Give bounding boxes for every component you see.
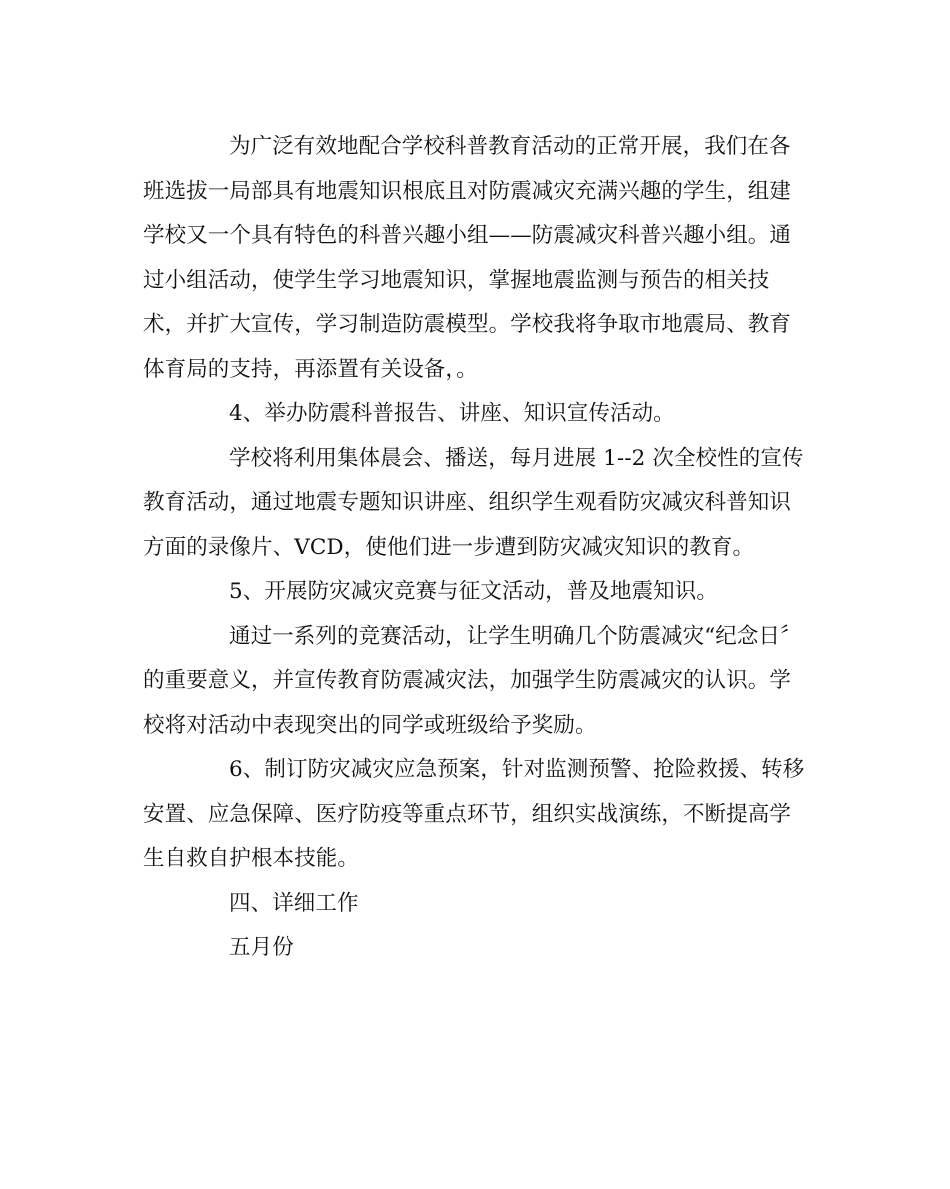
paragraph-1-line-1: 为广泛有效地配合学校科普教育活动的正常开展，我们在各 <box>229 134 791 159</box>
paragraph-2-line-3: 方面的录像片、VCD，使他们进一步遭到防灾减灾知识的教育。 <box>143 534 755 560</box>
document-body <box>143 125 811 971</box>
paragraph-2-line-1: 学校将利用集体晨会、播送，每月进展 1--2 次全校性的宣传 <box>229 445 804 471</box>
paragraph-1-line-3: 学校又一个具有特色的科普兴趣小组——防震减灾科普兴趣小组。通 <box>143 223 792 248</box>
paragraph-1-line-4: 过小组活动，使学生学习地震知识，掌握地震监测与预告的相关技 <box>143 267 770 293</box>
paragraph-3-line-2: 的重要意义，并宣传教育防震减灾法，加强学生防震减灾的认识。学 <box>143 668 792 693</box>
paragraph-1-line-5: 术，并扩大宣传，学习制造防震模型。学校我将争取市地震局、教育 <box>143 312 792 337</box>
section-heading-6-line-3: 生自救自护根本技能。 <box>143 846 360 871</box>
paragraph-2-line-2: 教育活动，通过地震专题知识讲座、组织学生观看防灾减灾科普知识 <box>143 490 792 515</box>
paragraph-3-line-3: 校将对活动中表现突出的同学或班级给予奖励。 <box>143 712 597 738</box>
paragraph-1-line-6: 体育局的支持，再添置有关设备，。 <box>143 356 478 382</box>
paragraph-3-line-1: 通过一系列的竞赛活动，让学生明确几个防震减灾“纪念日〞 <box>229 623 802 649</box>
subheading-may: 五月份 <box>229 935 294 960</box>
paragraph-1-line-2: 班选拔一局部具有地震知识根底且对防震减灾充满兴趣的学生，组建 <box>143 178 792 204</box>
section-heading-four: 四、详细工作 <box>229 890 359 916</box>
section-heading-6-line-2: 安置、应急保障、医疗防疫等重点环节，组织实战演练，不断提高学 <box>143 801 792 827</box>
section-heading-5: 5、开展防灾减灾竞赛与征文活动，普及地震知识。 <box>229 579 718 604</box>
section-heading-4: 4、举办防震科普报告、讲座、知识宣传活动。 <box>229 401 675 426</box>
section-heading-6-line-1: 6、制订防灾减灾应急预案，针对监测预警、抢险救援、转移 <box>229 757 805 782</box>
